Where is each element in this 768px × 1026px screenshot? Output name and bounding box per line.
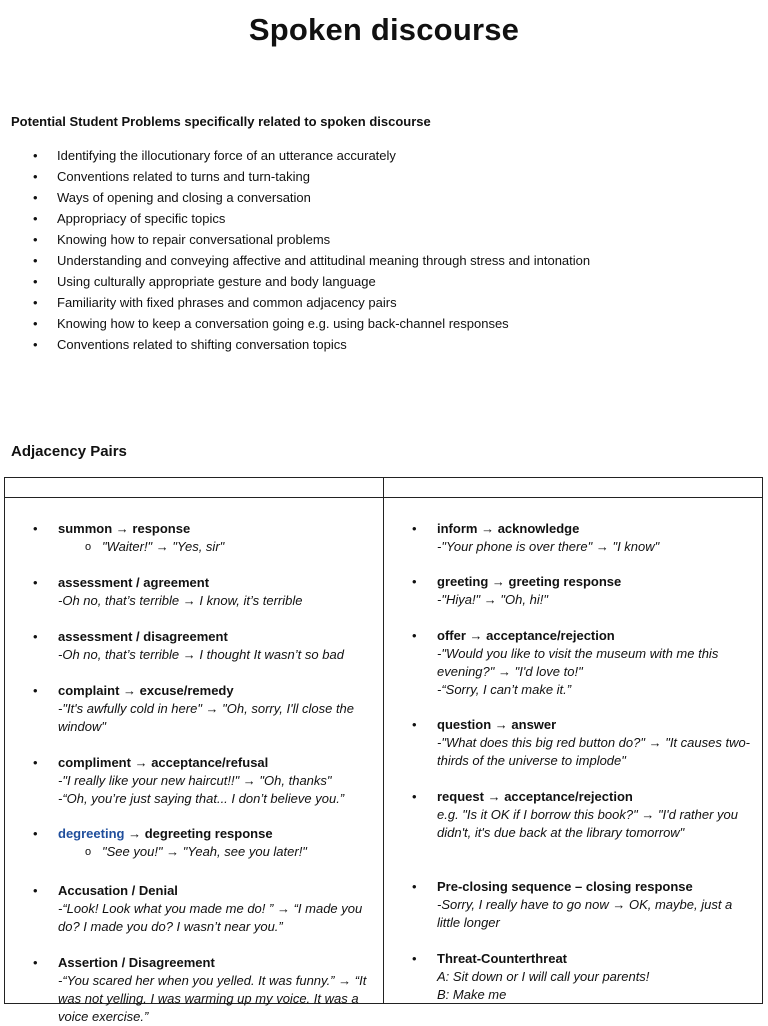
arrow-icon: →	[124, 826, 145, 841]
pair-example	[5, 972, 383, 1026]
bullet-icon: •	[412, 789, 417, 804]
example-reply: “It was not yelling. I was warming up my voice. It was a voice exercise.”	[58, 973, 367, 1024]
bullet-icon: •	[33, 955, 38, 970]
bullet-icon: •	[412, 879, 417, 894]
example-call: -Sorry, I really have to go now	[437, 897, 609, 912]
example-reply: "Yes, sir"	[172, 539, 225, 554]
example-call: e.g. "Is it OK if I borrow this book?"	[437, 807, 638, 822]
bullet-icon: •	[33, 575, 38, 590]
adjacency-pair	[5, 574, 383, 610]
pair-label	[5, 754, 383, 772]
pair-first: assessment / agreement	[58, 575, 210, 590]
example-call: "Waiter!"	[102, 539, 153, 554]
bullet-icon: •	[33, 755, 38, 770]
example-reply: I thought It wasn’t so bad	[199, 647, 344, 662]
adjacency-pair	[384, 520, 762, 556]
page-title: Spoken discourse	[248, 12, 520, 47]
bullet-icon: •	[412, 521, 417, 536]
arrow-icon: →	[179, 593, 200, 608]
list-item: • Conventions related to turns and turn-taking	[33, 169, 310, 184]
pair-example	[384, 896, 762, 932]
pair-first: complaint	[58, 683, 120, 698]
bullet-icon: •	[412, 628, 417, 643]
pair-example	[5, 772, 383, 790]
pair-first: degreeting	[58, 826, 125, 841]
example-call: -Oh no, that’s terrible	[58, 647, 180, 662]
pair-second: greeting response	[508, 574, 622, 589]
arrow-icon: →	[608, 897, 629, 912]
bullet-icon: •	[33, 521, 38, 536]
example-call: -“Oh, you’re just saying that... I don’t believe you.”	[58, 791, 345, 806]
adjacency-pair	[5, 682, 383, 736]
adjacency-table	[4, 477, 763, 1024]
adjacency-pair	[5, 628, 383, 664]
example-call: -"It's awfully cold in here"	[58, 701, 202, 716]
adjacency-pair	[5, 882, 383, 936]
bullet-icon: •	[412, 717, 417, 732]
arrow-icon: →	[488, 574, 509, 589]
pair-example	[384, 538, 762, 556]
arrow-icon: →	[483, 789, 505, 804]
pair-second: degreeting response	[144, 826, 273, 841]
pair-second: acceptance/rejection	[504, 789, 633, 804]
pair-example	[5, 592, 383, 610]
list-item: • Using culturally appropriate gesture and body language	[33, 274, 376, 289]
bullet-icon: •	[33, 253, 38, 268]
pair-first: question	[437, 717, 492, 732]
pair-first: compliment	[58, 755, 131, 770]
bullet-icon: •	[33, 274, 38, 289]
pair-label	[384, 627, 762, 645]
pair-first: offer	[437, 628, 466, 643]
list-item: • Conventions related to shifting conversation topics	[33, 337, 347, 352]
example-reply: "I know"	[612, 539, 660, 554]
pair-second: acknowledge	[497, 521, 580, 536]
pair-first: Accusation / Denial	[58, 883, 178, 898]
example-call: -"What does this big red button do?"	[437, 735, 645, 750]
arrow-icon: →	[112, 521, 133, 536]
pair-label	[384, 716, 762, 734]
example-reply: "Oh, sorry, I'll close the window"	[58, 701, 355, 734]
adjacency-pair	[384, 716, 762, 770]
bullet-icon: •	[33, 683, 38, 698]
pair-label	[5, 954, 383, 972]
pair-label	[384, 878, 762, 896]
example-reply: "I'd love to!"	[514, 664, 583, 679]
pair-example	[5, 900, 383, 936]
example-reply: I know, it’s terrible	[199, 593, 303, 608]
example-reply: "Oh, hi!"	[500, 592, 548, 607]
pair-example	[384, 681, 762, 699]
list-item: • Appropriacy of specific topics	[33, 211, 226, 226]
bullet-icon: •	[33, 169, 38, 184]
pair-first: summon	[58, 521, 113, 536]
example-reply: OK, maybe, just a little longer	[437, 897, 733, 930]
circle-bullet-icon: o	[85, 846, 92, 858]
arrow-icon: →	[592, 539, 613, 554]
pair-example	[384, 734, 762, 770]
arrow-icon: →	[491, 717, 512, 732]
example-reply: "Yeah, see you later!"	[182, 844, 307, 859]
example-call: "See you!"	[102, 844, 163, 859]
arrow-icon: →	[480, 592, 501, 607]
list-item: • Knowing how to keep a conversation going e.g. using back-channel responses	[33, 316, 509, 331]
adjacency-pair	[384, 788, 762, 842]
example-call: -"Would you like to visit the museum with me this evening?"	[437, 646, 719, 679]
pair-label	[5, 882, 383, 900]
pair-label	[384, 520, 762, 538]
bullet-icon: •	[412, 951, 417, 966]
pair-second: response	[132, 521, 191, 536]
bullet-icon: •	[33, 316, 38, 331]
adjacency-pair	[384, 627, 762, 699]
arrow-icon: →	[273, 901, 294, 916]
pair-example	[5, 646, 383, 664]
arrow-icon: →	[644, 735, 666, 750]
adjacency-pair	[5, 754, 383, 808]
bullet-icon: •	[33, 883, 38, 898]
pair-example	[384, 591, 762, 609]
pair-label	[5, 825, 383, 843]
pair-label	[5, 682, 383, 700]
bullet-icon: •	[33, 232, 38, 247]
example-call: -“Look! Look what you made me do! ”	[58, 901, 274, 916]
pair-label	[5, 520, 383, 538]
pair-example	[384, 986, 762, 1004]
example-call: -Oh no, that’s terrible	[58, 593, 180, 608]
arrow-icon: →	[201, 701, 223, 716]
problems-heading: Potential Student Problems specifically related to spoken discourse	[11, 114, 431, 129]
bullet-icon: •	[33, 148, 38, 163]
pair-label	[5, 628, 383, 646]
arrow-icon: →	[477, 521, 498, 536]
pair-label	[384, 573, 762, 591]
pair-label	[384, 950, 762, 968]
list-item: • Knowing how to repair conversational problems	[33, 232, 331, 247]
adjacency-pair	[384, 878, 762, 932]
arrow-icon: →	[239, 773, 260, 788]
pair-second: answer	[511, 717, 557, 732]
pair-example	[5, 790, 383, 808]
arrow-icon: →	[334, 973, 355, 988]
example-reply: "I'd rather you didn't, it's due back at the library tomorrow"	[437, 807, 739, 840]
bullet-icon: •	[33, 629, 38, 644]
adjacency-pair	[384, 950, 762, 1004]
example-reply: "It causes two-thirds of the universe to implode"	[437, 735, 751, 768]
list-item: • Understanding and conveying affective and attitudinal meaning through stress and intonation	[33, 253, 591, 268]
adjacency-pair	[384, 573, 762, 609]
example-reply: “I made you do? I made you do? I wasn’t near you.”	[58, 901, 363, 934]
pair-label	[384, 788, 762, 806]
adjacency-pair	[5, 520, 383, 556]
pair-example	[384, 645, 762, 681]
list-item: • Identifying the illocutionary force of an utterance accurately	[33, 148, 396, 163]
pair-first: greeting	[437, 574, 489, 589]
bullet-icon: •	[412, 574, 417, 589]
pair-second: acceptance/rejection	[486, 628, 615, 643]
pair-first: Threat-Counterthreat	[437, 951, 568, 966]
example-call: -"I really like your new haircut!!"	[58, 773, 240, 788]
pair-first: assessment / disagreement	[58, 629, 228, 644]
bullet-icon: •	[33, 337, 38, 352]
bullet-icon: •	[33, 826, 38, 841]
pair-first: inform	[437, 521, 478, 536]
arrow-icon: →	[637, 807, 658, 822]
example-call: -"Your phone is over there"	[437, 539, 593, 554]
list-item: • Familiarity with fixed phrases and common adjacency pairs	[33, 295, 397, 310]
circle-bullet-icon: o	[85, 541, 92, 553]
pair-first: request	[437, 789, 484, 804]
pair-label	[5, 574, 383, 592]
pair-second: excuse/remedy	[139, 683, 234, 698]
arrow-icon: →	[130, 755, 152, 770]
example-reply: "Oh, thanks"	[259, 773, 332, 788]
example-call: B: Make me	[437, 987, 507, 1002]
arrow-icon: →	[162, 844, 183, 859]
arrow-icon: →	[494, 664, 515, 679]
pair-first: Pre-closing sequence – closing response	[437, 879, 693, 894]
pair-example	[5, 843, 383, 861]
pair-example	[384, 968, 762, 986]
example-call: -“You scared her when you yelled. It was funny.”	[58, 973, 335, 988]
bullet-icon: •	[33, 190, 38, 205]
pair-example	[384, 806, 762, 842]
arrow-icon: →	[465, 628, 487, 643]
list-item: • Ways of opening and closing a conversation	[33, 190, 311, 205]
problems-list	[0, 146, 590, 356]
pair-first: Assertion / Disagreement	[58, 955, 215, 970]
pair-example	[5, 700, 383, 736]
arrow-icon: →	[179, 647, 200, 662]
arrow-icon: →	[119, 683, 140, 698]
adjacency-heading: Adjacency Pairs	[11, 443, 127, 460]
arrow-icon: →	[152, 539, 173, 554]
pair-second: acceptance/refusal	[151, 755, 269, 770]
adjacency-pair	[5, 825, 383, 861]
bullet-icon: •	[33, 295, 38, 310]
example-call: -"Hiya!"	[437, 592, 481, 607]
example-call: A: Sit down or I will call your parents!	[437, 969, 650, 984]
bullet-icon: •	[33, 211, 38, 226]
adjacency-pair	[5, 954, 383, 1026]
example-call: -“Sorry, I can’t make it.”	[437, 682, 572, 697]
pair-example	[5, 538, 383, 556]
